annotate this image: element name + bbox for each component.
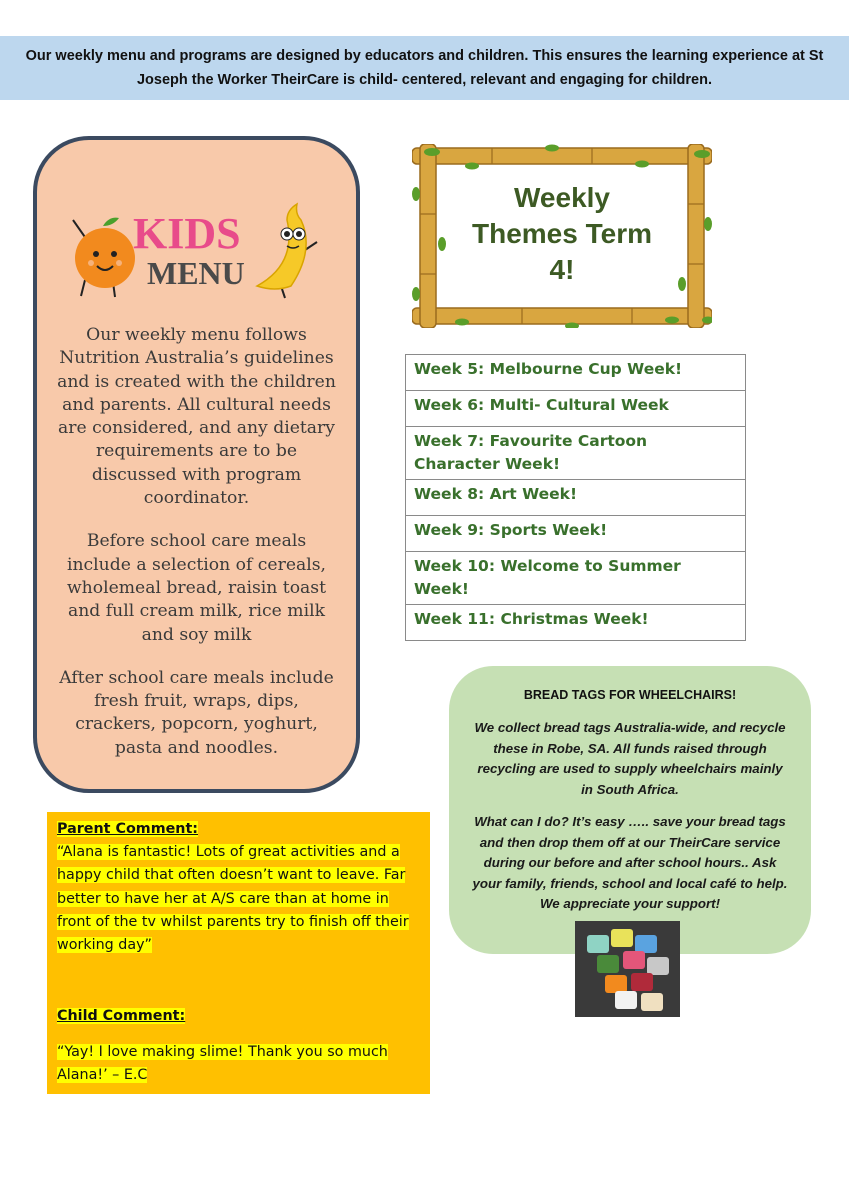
- parent-comment-heading: Parent Comment:: [57, 821, 199, 837]
- child-comment-heading: Child Comment:: [57, 1008, 186, 1024]
- bread-tags-paragraph: What can I do? It’s easy ….. save your bread tags and then drop them off at our TheirCare service during our before and after school hours.. Ask your family, friends, school and local café to help. We appreciate your support!: [472, 814, 788, 911]
- weekly-themes-title: [412, 180, 712, 288]
- comments-box: [47, 812, 430, 1094]
- table-row: [406, 605, 746, 641]
- title-line: Weekly: [514, 182, 610, 213]
- table-row: [406, 355, 746, 391]
- bread-tags-card: [449, 666, 811, 954]
- week-theme-cell: Week 5: Melbourne Cup Week!: [406, 355, 746, 391]
- bread-tags-paragraph: We collect bread tags Australia-wide, and recycle these in Robe, SA. All funds raised through recycling are used to supply wheelchairs mainly in South Africa.: [474, 720, 786, 797]
- week-theme-cell: Week 6: Multi- Cultural Week: [406, 391, 746, 427]
- week-theme-cell: Week 7: Favourite Cartoon Character Week!: [406, 427, 746, 480]
- week-theme-cell: Week 11: Christmas Week!: [406, 605, 746, 641]
- table-row: [406, 480, 746, 516]
- menu-paragraph: Before school care meals include a selection of cereals, wholemeal bread, raisin toast and full cream milk, rice milk and soy milk: [66, 531, 327, 645]
- table-row: [406, 516, 746, 552]
- week-theme-cell: Week 10: Welcome to Summer Week!: [406, 552, 746, 605]
- table-row: [406, 552, 746, 605]
- table-row: [406, 391, 746, 427]
- title-line: Themes Term: [472, 218, 652, 249]
- child-comment-text: “Yay! I love making slime! Thank you so much Alana!’ – E.C: [57, 1044, 388, 1084]
- week-theme-cell: Week 8: Art Week!: [406, 480, 746, 516]
- banana-character-icon: [257, 204, 317, 298]
- week-theme-cell: Week 9: Sports Week!: [406, 516, 746, 552]
- menu-paragraph: Our weekly menu follows Nutrition Australia’s guidelines and is created with the children and parents. All cultural needs are considered, and any dietary requirements are to be discussed with program coordinator.: [57, 325, 336, 509]
- orange-character-icon: [73, 218, 135, 297]
- kids-menu-description: [55, 324, 338, 780]
- intro-banner: [0, 36, 849, 100]
- logo-menu-text: MENU: [147, 255, 245, 291]
- table-row: [406, 427, 746, 480]
- intro-banner-text: Our weekly menu and programs are designed by educators and children. This ensures the learning experience at St Joseph the Worker TheirCare is child- centered, relevant and engaging for children.: [25, 48, 824, 88]
- title-line: 4!: [549, 254, 575, 285]
- bread-tags-title: BREAD TAGS FOR WHEELCHAIRS!: [523, 688, 737, 702]
- parent-comment-text: “Alana is fantastic! Lots of great activities and a happy child that often doesn’t want to leave. Far better to have her at A/S care than at home in front of the tv whilst parents try to finish off their working day”: [57, 844, 409, 954]
- weekly-themes-table: [405, 354, 746, 641]
- kids-menu-logo: [65, 200, 325, 300]
- bread-tags-photo: [575, 921, 680, 1017]
- menu-paragraph: After school care meals include fresh fruit, wraps, dips, crackers, popcorn, yoghurt, pasta and noodles.: [59, 667, 334, 758]
- logo-kids-text: KIDS: [133, 209, 241, 258]
- kids-menu-card: [33, 136, 360, 793]
